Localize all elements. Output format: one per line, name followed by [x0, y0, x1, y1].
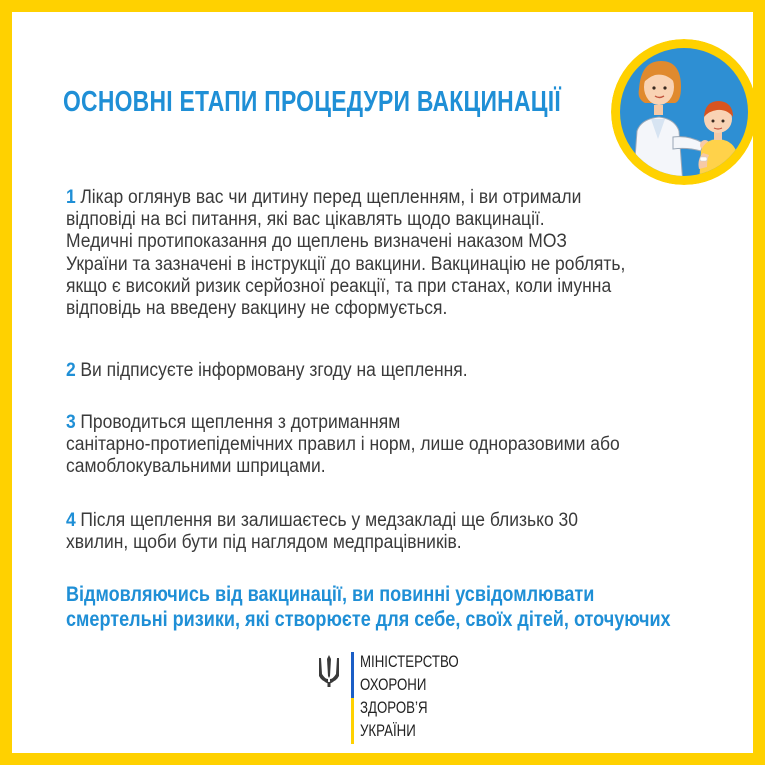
step-text-line: санітарно-протиепідемічних правил і норм, лише одноразовими або: [66, 434, 620, 456]
ministry-name-line: ЗДОРОВ’Я: [360, 698, 428, 717]
step-text-line: відповідь на введену вакцину не сформується.: [66, 298, 448, 320]
step-text-line: України та зазначені в інструкції до вакцини. Вакцинацію не роблять,: [66, 253, 626, 275]
step-text-line: Медичні протипоказання до щеплень визначені наказом МОЗ: [66, 231, 567, 253]
ministry-name: [360, 650, 459, 742]
doctor-vaccinating-child-illustration: [611, 39, 757, 185]
step-number: 4: [66, 510, 76, 531]
step-2: [66, 360, 468, 382]
step-4: [66, 510, 578, 554]
refusal-warning: [66, 582, 671, 632]
step-text-line: Після щеплення ви залишаєтесь у медзакладі ще близько 30: [80, 510, 579, 531]
ministry-name-line: УКРАЇНИ: [360, 721, 416, 740]
step-text-line: самоблокувальними шприцами.: [66, 456, 326, 478]
step-text-line: хвилин, щоби бути під наглядом медпрацівників.: [66, 532, 462, 554]
step-text-line: Лікар оглянув вас чи дитину перед щепленням, і ви отримали: [80, 187, 582, 208]
warning-line: смертельні ризики, які створюєте для себе, своїх дітей, оточуючих: [66, 608, 671, 631]
step-number: 1: [66, 187, 76, 208]
step-text-line: Проводиться щеплення з дотриманням: [80, 412, 401, 433]
step-1: [66, 187, 625, 320]
step-text-line: відповіді на всі питання, які вас цікавлять щодо вакцинації.: [66, 209, 545, 231]
ministry-name-line: МІНІСТЕРСТВО: [360, 652, 459, 671]
warning-line: Відмовляючись від вакцинації, ви повинні усвідомлювати: [66, 583, 595, 606]
step-text-line: Ви підписуєте інформовану згоду на щеплення.: [80, 360, 468, 381]
step-number: 3: [66, 412, 76, 433]
ministry-logo: [317, 650, 517, 750]
step-3: [66, 412, 620, 479]
ministry-divider: [351, 652, 354, 744]
ukraine-trident-emblem: [317, 654, 341, 688]
page-title: ОСНОВНІ ЕТАПИ ПРОЦЕДУРИ ВАКЦИНАЦІЇ: [63, 86, 561, 118]
step-text-line: якщо є високий ризик серйозної реакції, та при станах, коли імунна: [66, 275, 612, 297]
step-number: 2: [66, 360, 76, 381]
ministry-name-line: ОХОРОНИ: [360, 675, 427, 694]
